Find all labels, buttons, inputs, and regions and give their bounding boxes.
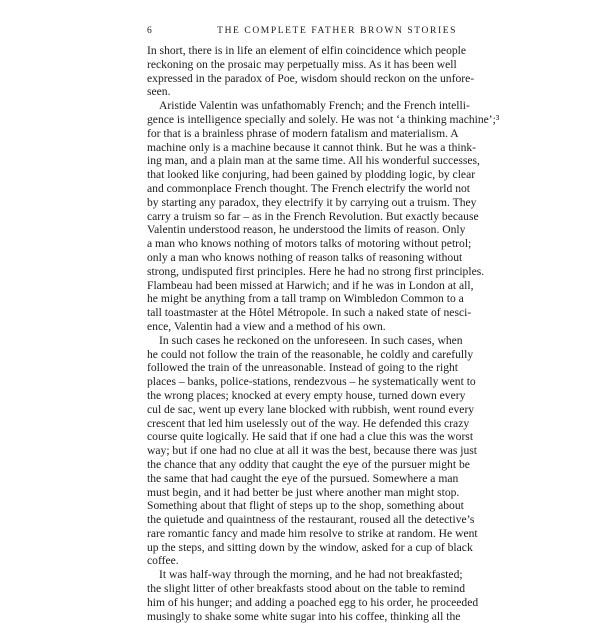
text-line: the same that had caught the eye of the pursued. Somewhere a man (147, 471, 459, 485)
text-line: Aristide Valentin was unfathomably French; and the French intelli- (159, 99, 470, 113)
text-line: Valentin understood reason, he understood the limits of reason. Only (147, 223, 466, 237)
text-line: and commonplace French thought. The French electrify the world not (147, 181, 471, 195)
text-line: the quietude and quaintness of the restaurant, roused all the detective’s (147, 513, 475, 527)
text-line: Flambeau had been missed at Harwich; and if he was in London at all, (147, 278, 474, 292)
text-line: way; but if one had no clue at all it was the best, because there was just (147, 444, 477, 458)
text-line: a man who knows nothing of motors talks of motoring without petrol; (147, 237, 472, 251)
paragraph (147, 333, 478, 569)
text-line: places – banks, police-stations, rendezvous – he systematically went to (147, 375, 476, 389)
text-line: him of his hunger; and adding a poached egg to his order, he proceeded (147, 595, 479, 609)
text-line: the chance that any oddity that caught the eye of the pursuer might be (147, 457, 470, 471)
text-line: by starting any paradox, they electrify it by carrying out a truism. They (147, 195, 477, 209)
text-line: coffee. (147, 554, 179, 568)
text-line: expressed in the paradox of Poe, wisdom should reckon on the unfore- (147, 71, 475, 85)
text-line: cul de sac, went up every lane blocked with rubbish, went round every (147, 402, 475, 416)
text-line: rare romantic fancy and made him resolve to strike at random. He went (147, 526, 478, 540)
text-line: Something about that flight of steps up to the shop, something about (147, 499, 464, 513)
running-head-title: THE COMPLETE FATHER BROWN STORIES (217, 26, 457, 36)
text-line: ence, Valentin had a view and a method of his own. (147, 319, 386, 333)
text-line: reckoning on the prosaic may perpetually miss. As it has been well (147, 57, 457, 71)
paragraph (147, 568, 479, 623)
text-line: followed the train of the unreasonable. Instead of going to the right (147, 361, 459, 375)
text-line: up the steps, and sitting down by the window, asked for a cup of black (147, 540, 473, 554)
text-line: must begin, and it had better be just where another man might stop. (147, 485, 460, 499)
paragraph (147, 44, 475, 99)
text-line: strong, undisputed first principles. Here he had no strong first principles. (147, 264, 485, 278)
text-line: that looked like conjuring, had been gained by plodding logic, by clear (147, 168, 476, 182)
text-line: only a man who knows nothing of reason talks of reasoning without (147, 250, 463, 264)
text-line: musingly to shake some white sugar into his coffee, thinking all the (147, 609, 461, 623)
running-head (147, 24, 457, 38)
text-line: ing man, and a plain man at the same time. All his wonderful successes, (147, 154, 480, 168)
text-line: crescent that led him uselessly out of the way. He defended this crazy (147, 416, 470, 430)
text-line: the slight litter of other breakfasts stood about on the table to remind (147, 582, 466, 596)
text-line: carry a truism so far – as in the French Revolution. But exactly because (147, 209, 479, 223)
text-line: he might be anything from a tall tramp on Wimbledon Common to a (147, 292, 464, 306)
text-line: seen. (147, 85, 171, 99)
text-line: for that is a brainless phrase of modern fatalism and materialism. A (147, 126, 459, 140)
text-line: tall toastmaster at the Hôtel Métropole. In such a naked state of nesci- (147, 306, 472, 320)
text-line: machine only is a machine because it cannot think. But he was a think- (147, 140, 477, 154)
body-text (147, 44, 500, 623)
text-line: It was half-way through the morning, and he had not breakfasted; (159, 568, 463, 582)
text-line: course quite logically. He said that if one had a clue this was the worst (147, 430, 474, 444)
page-number: 6 (147, 26, 152, 36)
text-line: gence is intelligence specially and solely. He was not ‘a thinking machine’;³ (147, 112, 500, 126)
text-line: he could not follow the train of the reasonable, he coldly and carefully (147, 347, 474, 361)
text-line: the wrong places; knocked at every empty house, turned down every (147, 388, 466, 402)
text-line: In short, there is in life an element of elfin coincidence which people (147, 44, 467, 57)
paragraph (147, 99, 500, 334)
text-line: In such cases he reckoned on the unforeseen. In such cases, when (159, 333, 463, 347)
